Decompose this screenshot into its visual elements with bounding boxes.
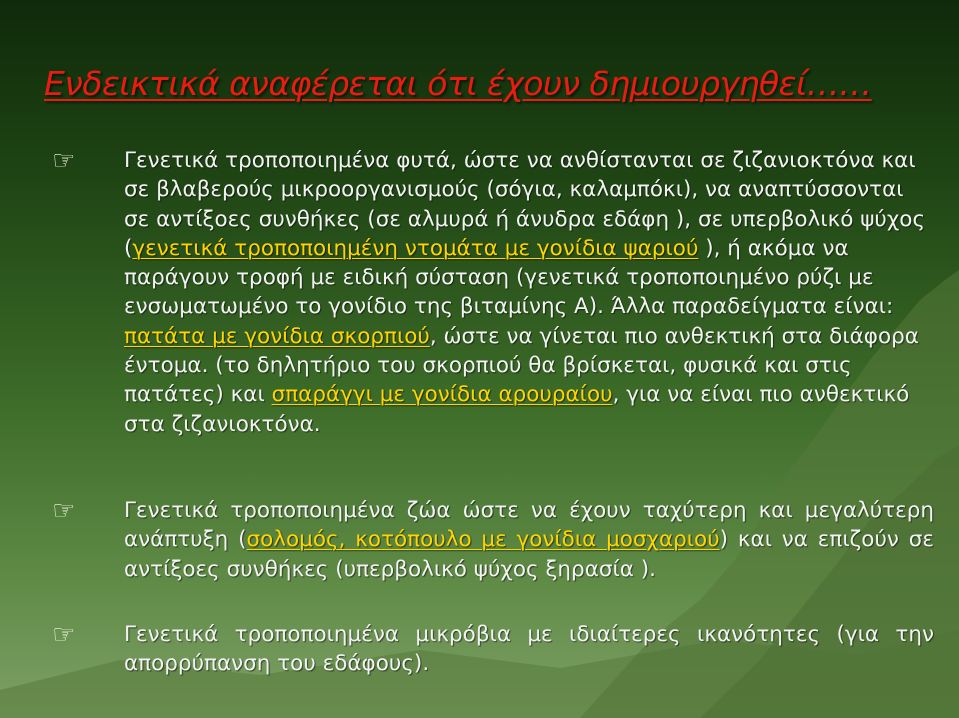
bullet-item-plants <box>124 146 934 439</box>
item-text: , ώστε να γίνεται πιο ανθεκτική στα διάφορα έντομα. (το δηλητήριο του σκορπιού θα βρίσκεται, φυσικά και στις πατάτες) και <box>124 323 919 408</box>
bullet-item-microbes <box>124 620 934 679</box>
highlight-salmon-chicken: σολομός, κοτόπουλο με γονίδια μοσχαριού <box>246 527 720 553</box>
highlight-tomato: γενετικά τροποποιημένη ντομάτα με γονίδια ψαριού <box>132 235 699 261</box>
item-text: ) και να επιζούν σε αντίξοες συνθήκες (υπερβολικό ψύχος ξηρασία ). <box>124 527 934 582</box>
highlight-asparagus: σπαράγγι με γονίδια αρουραίου <box>271 382 613 408</box>
item-text: ), ή ακόμα να παράγουν τροφή με ειδική σύσταση (γενετικά τροποποιημένο ρύζι με ενσωματωμένο το γονίδιο της βιταμίνης Α). Άλλα παραδείγματα είναι: <box>124 235 894 320</box>
item-text: Γενετικά τροποποιημένα μικρόβια με ιδιαίτερες ικανότητες (για την απορρύπανση του εδάφους). <box>124 622 934 677</box>
pointing-hand-icon: ☞ <box>52 496 76 526</box>
highlight-potato: πατάτα με γονίδια σκορπιού <box>124 323 430 349</box>
slide-title: Ενδεικτικά αναφέρεται ότι έχουν δημιουργηθεί…… <box>44 64 872 103</box>
bullet-item-animals <box>124 496 934 584</box>
pointing-hand-icon: ☞ <box>52 146 76 176</box>
item-text: , για να είναι πιο ανθεκτικό στα ζιζανιοκτόνα. <box>124 382 910 437</box>
item-text: Γενετικά τροποποιημένα ζώα ώστε να έχουν ταχύτερη και μεγαλύτερη ανάπτυξη ( <box>124 498 934 553</box>
item-text: Γενετικά τροποποιημένα φυτά, ώστε να ανθίστανται σε ζιζανιοκτόνα και σε βλαβερούς μικροοργανισμούς (σόγια, καλαμπόκι), να αναπτύσσονται σε αντίξοες συνθήκες (σε αλμυρά ή άνυδρα εδάφη ), σε υπερβολικό ψύχος ( <box>124 148 926 261</box>
pointing-hand-icon: ☞ <box>52 620 76 650</box>
